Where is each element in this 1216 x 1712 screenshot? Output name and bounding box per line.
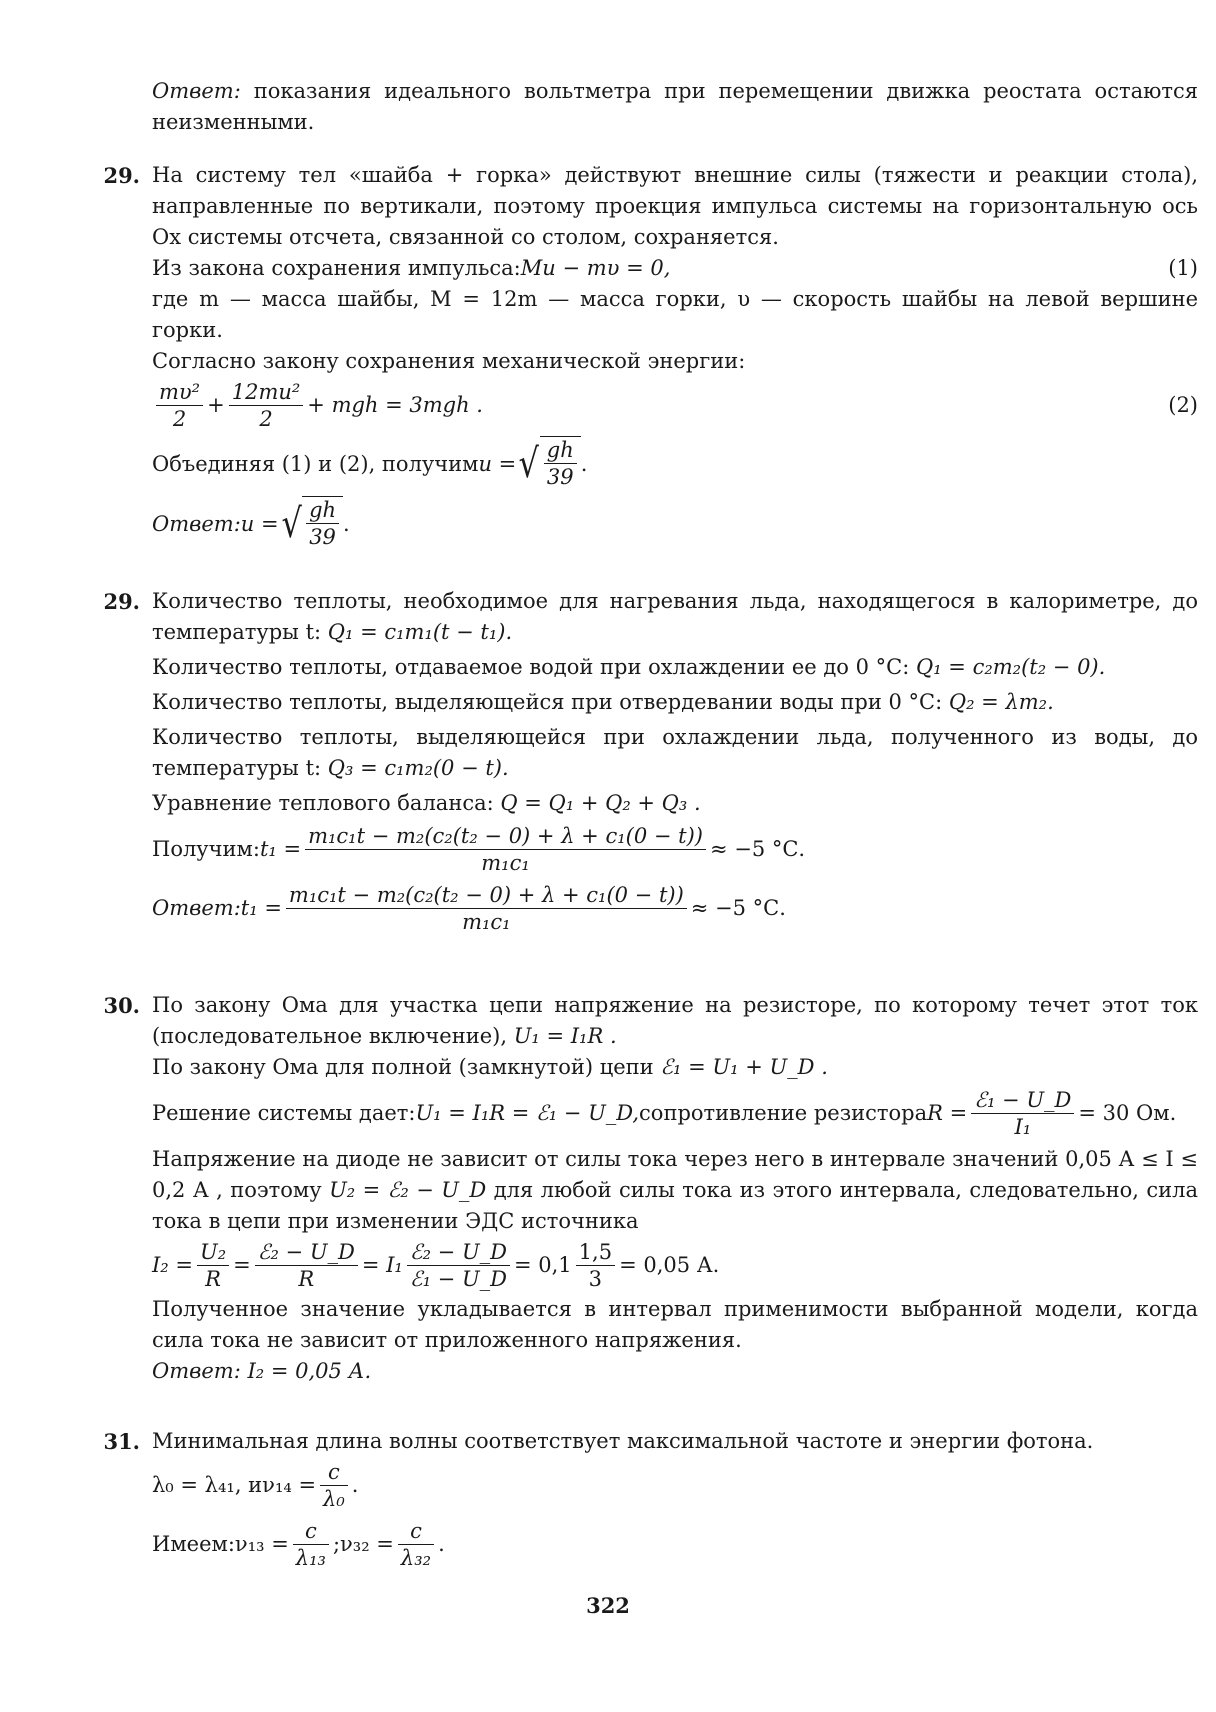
- line-solution: Решение системы дает: U₁ = I₁R = ℰ₁ − U_D, сопротивление резистора R = $\frac{\text{ℰ₁ − U\_D}}{\text{I₁}}$ = 30 Ом.: [152, 1088, 1177, 1139]
- page-number: 322: [586, 1593, 630, 1618]
- line-conclusion: Полученное значение укладывается в интервал применимости выбранной модели, когда сила тока не зависит от приложенного напряжения.: [152, 1297, 1198, 1352]
- current-equation: I₂ = $\frac{\text{U₂}}{R}$ = $\frac{\text{ℰ₂ − U\_D}}{R}$ = I₁ $\frac{\text{ℰ₂ − U\_D}}{\text{ℰ₁ − U\_D}}$ = 0,1 $\frac{1,5}{3}$ = 0,05 А.: [152, 1240, 720, 1291]
- problem-29-puck: [96, 160, 1198, 552]
- sqrt-expression: √ $\frac{gh}{39}$: [279, 496, 343, 552]
- answer-label: Ответ:: [152, 79, 241, 103]
- problem-31: [96, 1426, 1198, 1571]
- line-balance: Уравнение теплового баланса: Q = Q₁ + Q₂ + Q₃ .: [152, 791, 701, 815]
- line-ohm-full: По закону Ома для полной (замкнутой) цепи ℰ₁ = U₁ + U_D .: [152, 1055, 828, 1079]
- line-heat-ice: Количество теплоты, необходимое для нагревания льда, находящегося в калориметре, до температуры t: Q₁ = c₁m₁(t − t₁).: [152, 589, 1198, 644]
- problem-number: 29.: [103, 589, 140, 614]
- line-diode: Напряжение на диоде не зависит от силы тока через него в интервале значений 0,05 А ≤ I ≤ 0,2 А , поэтому U₂ = ℰ₂ − U_D для любой силы тока из этого интервала, следовательно, сила тока в цепи при изменении ЭДС источника: [152, 1147, 1198, 1233]
- energy-text: Согласно закону сохранения механической энергии:: [152, 349, 746, 373]
- line-heat-cooling: Количество теплоты, выделяющейся при охлаждении льда, полученного из воды, до температуры t: Q₃ = c₁m₂(0 − t).: [152, 725, 1198, 780]
- result-line: Получим: t₁ = $\frac{\text{m₁c₁t − m₂(c₂(t₂ − 0) + λ + c₁(0 − t))}}{\text{m₁c₁}}$ ≈ −5 °С.: [152, 824, 806, 875]
- momentum-line: Из закона сохранения импульса: Mu − mυ = 0, (1): [152, 253, 1198, 284]
- problem-intro: На систему тел «шайба + горка» действуют внешние силы (тяжести и реакции стола), направленные по вертикали, поэтому проекция импульса системы на горизонтальную ось Ox системы отсчета, связанной со столом, сохраняется.: [152, 163, 1198, 249]
- problem-number: 31.: [103, 1429, 140, 1454]
- line-heat-freeze: Количество теплоты, выделяющейся при отвердевании воды при 0 °С: Q₂ = λm₂.: [152, 690, 1054, 714]
- answer-line: Ответ: I₂ = 0,05 А.: [152, 1359, 372, 1383]
- sqrt-expression: √ $\frac{gh}{39}$: [516, 436, 580, 492]
- line-ohm-segment: По закону Ома для участка цепи напряжение на резисторе, по которому течет этот ток (последовательное включение), U₁ = I₁R .: [152, 993, 1198, 1048]
- problem-29-ice: [96, 586, 1198, 935]
- line-min-wavelength: Минимальная длина волны соответствует максимальной частоте и энергии фотона.: [152, 1429, 1094, 1453]
- combine-line: Объединяя (1) и (2), получим u = √ $\frac{gh}{39}$ .: [152, 436, 1198, 492]
- line-heat-water: Количество теплоты, отдаваемое водой при охлаждении ее до 0 °С: Q₁ = c₂m₂(t₂ − 0).: [152, 655, 1106, 679]
- problem-number: 30.: [103, 993, 140, 1018]
- answer-top-block: [96, 76, 1198, 138]
- momentum-equation: Mu − mυ = 0,: [520, 256, 671, 280]
- equation-label-2: (2): [1168, 393, 1198, 417]
- answer-line: Ответ: t₁ = $\frac{\text{m₁c₁t − m₂(c₂(t₂ − 0) + λ + c₁(0 − t))}}{\text{m₁c₁}}$ ≈ −5 °С.: [152, 883, 786, 934]
- answer-line: Ответ: u = √ $\frac{gh}{39}$ .: [152, 496, 1198, 552]
- line-lambda: λ₀ = λ₄₁, и ν₁₄ = $\frac{c}{\text{λ₀}}$ .: [152, 1460, 359, 1511]
- problem-30: [96, 990, 1198, 1387]
- problem-number: 29.: [103, 163, 140, 188]
- equation-label-1: (1): [1168, 256, 1198, 280]
- energy-equation: $\frac{\text{mυ²}}{2}$ + $\frac{\text{12mu²}}{2}$ + mgh = 3mgh . (2): [152, 379, 1198, 432]
- line-have: Имеем: ν₁₃ = $\frac{c}{\text{λ₁₃}}$ ; ν₃₂ = $\frac{c}{\text{λ₃₂}}$ .: [152, 1519, 445, 1570]
- where-text: где m — масса шайбы, M = 12m — масса горки, υ — скорость шайбы на левой вершине горки.: [152, 287, 1198, 342]
- answer-text: показания идеального вольтметра при перемещении движка реостата остаются неизменными.: [152, 79, 1198, 134]
